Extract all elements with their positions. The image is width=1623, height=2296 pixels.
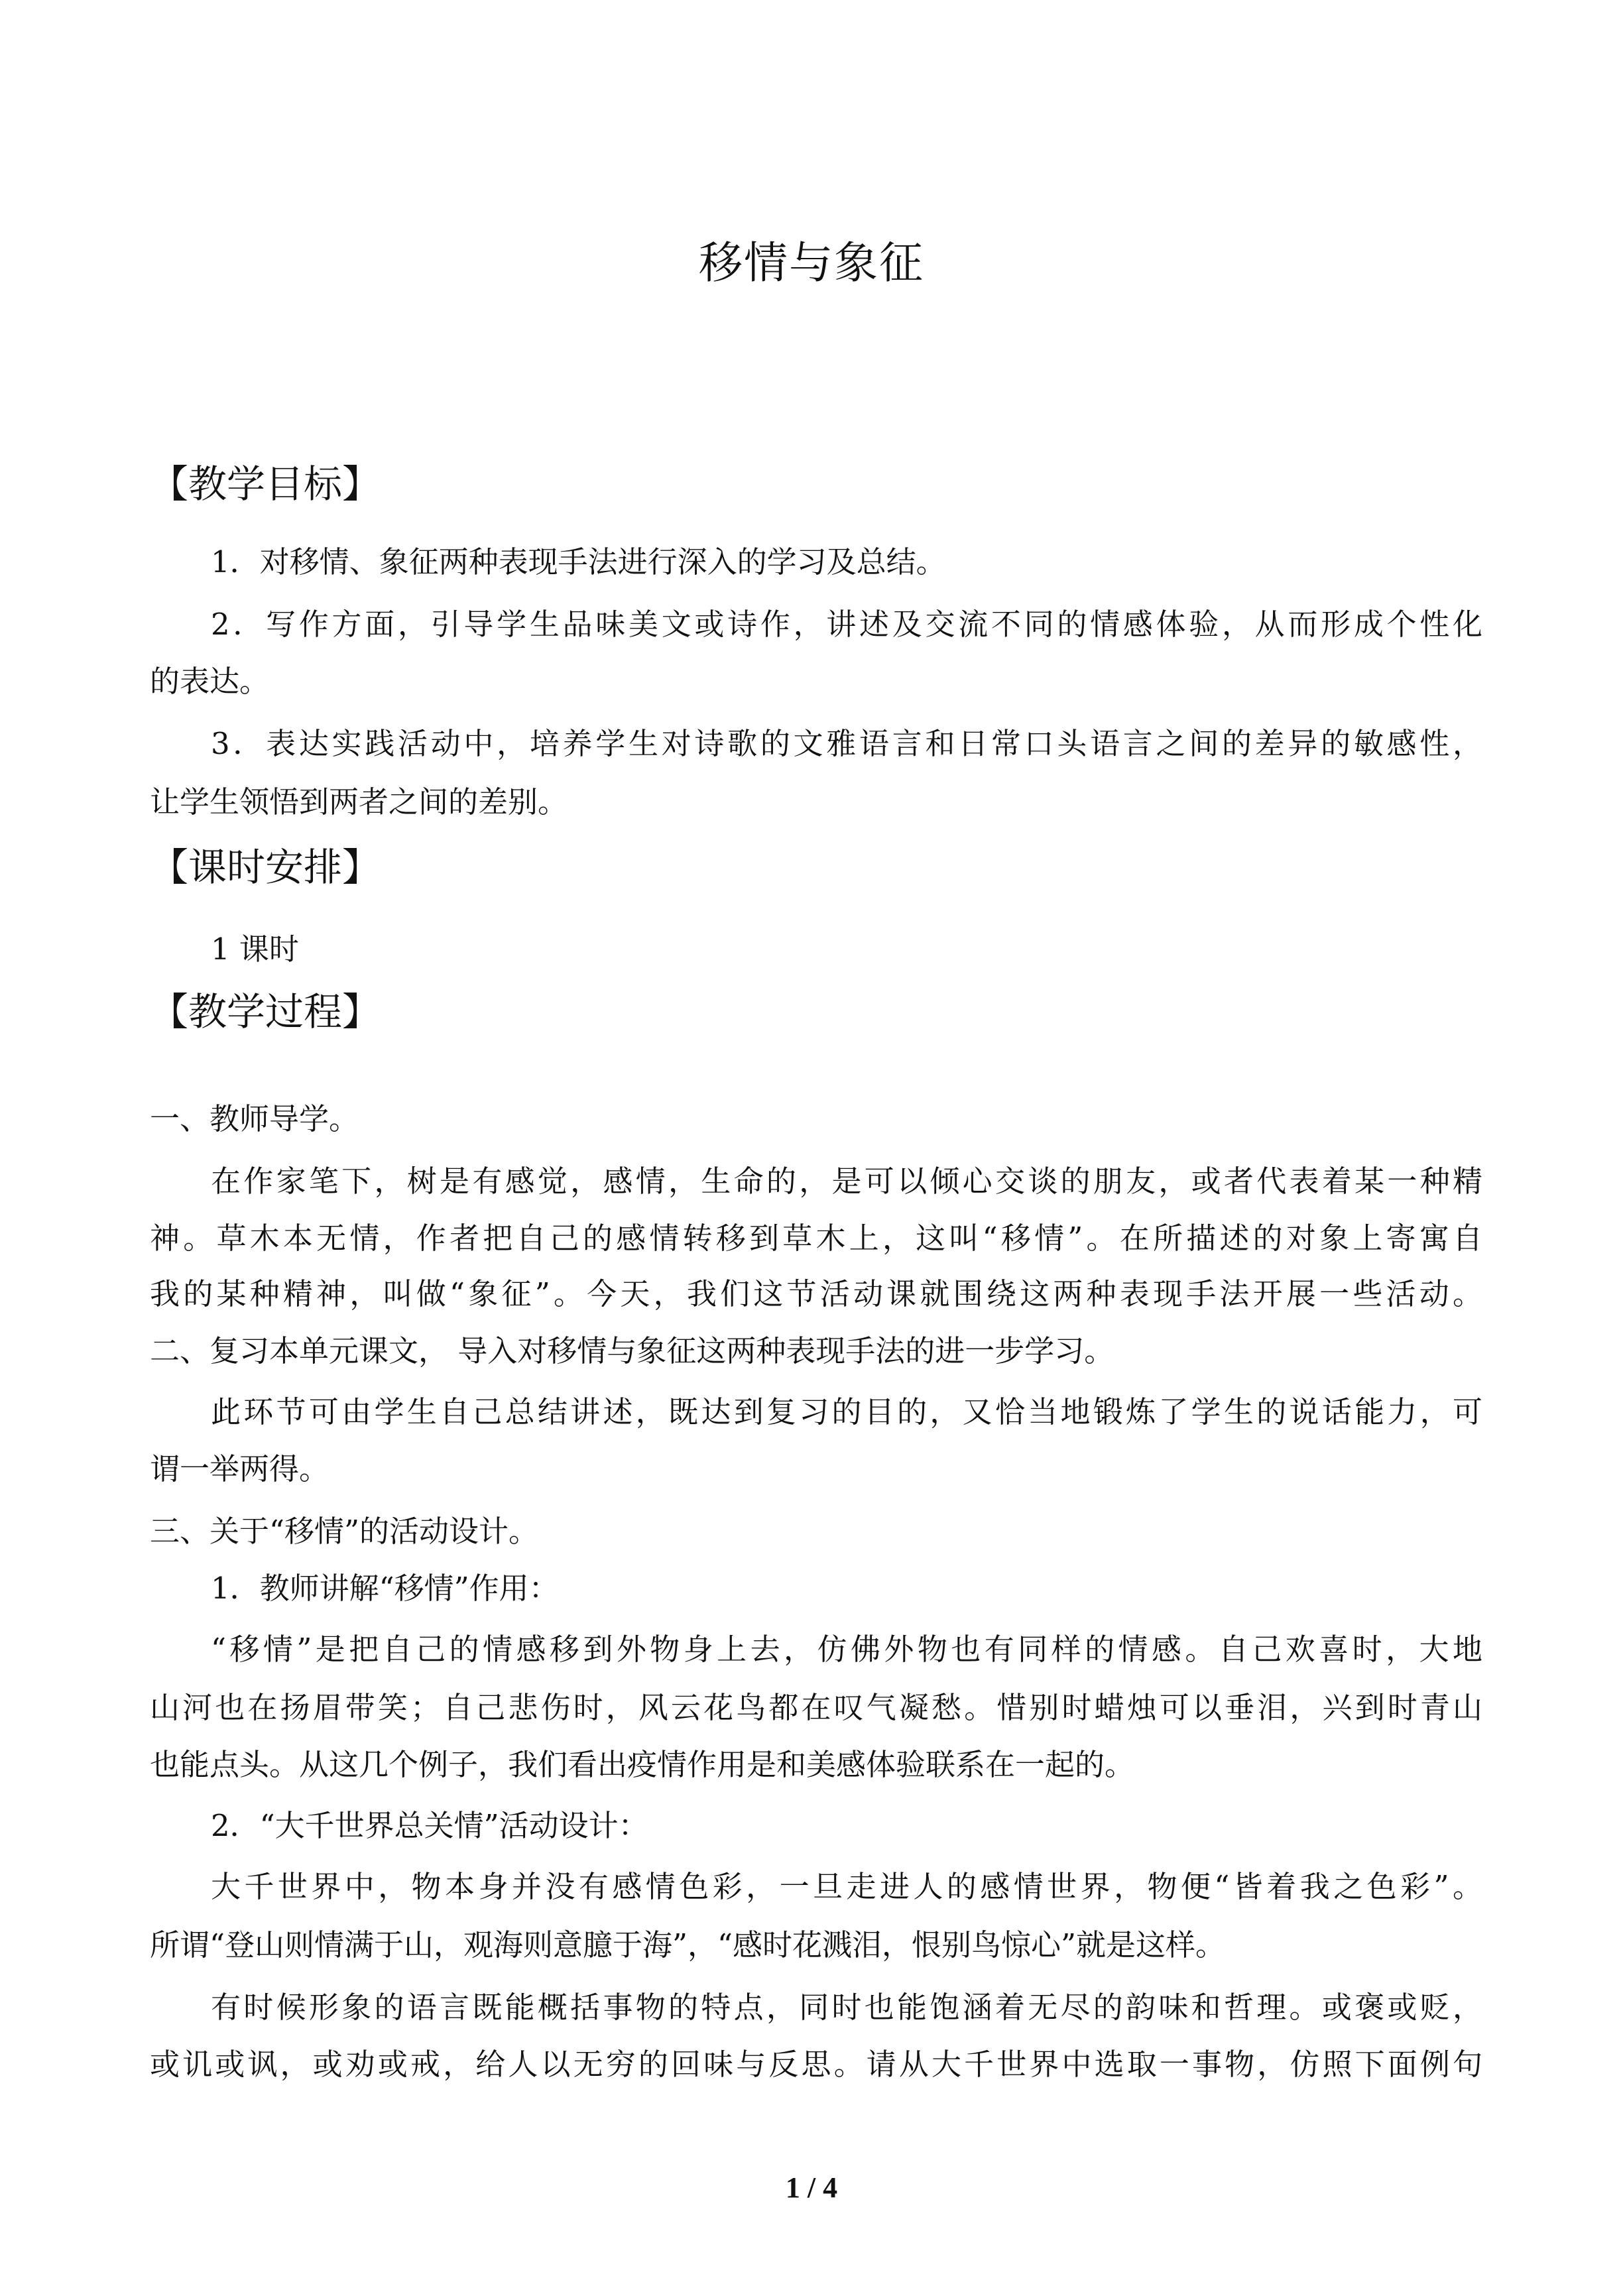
document-title: 移情与象征 xyxy=(699,237,924,288)
process-line-4: 我的某种精神，叫做“象征”。今天，我们这节活动课就围绕这两种表现手法开展一些活动。 xyxy=(150,1276,1482,1311)
process-line-17: 或讥或讽，或劝或戒，给人以无穷的回味与反思。请从大千世界中选取一事物，仿照下面例句 xyxy=(150,2047,1482,2082)
process-line-9: 1．教师讲解“移情”作用： xyxy=(211,1571,559,1606)
process-line-6: 此环节可由学生自己总结讲述，既达到复习的目的，又恰当地锻炼了学生的说话能力，可 xyxy=(211,1394,1482,1429)
process-line-13: 2．“大千世界总关情”活动设计： xyxy=(211,1808,648,1843)
process-line-5: 二、复习本单元课文， 导入对移情与象征这两种表现手法的进一步学习。 xyxy=(150,1333,1114,1368)
heading-process: 【教学过程】 xyxy=(150,989,381,1034)
page-number: 1 / 4 xyxy=(785,2171,838,2204)
process-line-2: 在作家笔下，树是有感觉，感情，生命的，是可以倾心交谈的朋友，或者代表着某一种精 xyxy=(211,1164,1482,1199)
objective-line-1: 1．对移情、象征两种表现手法进行深入的学习及总结。 xyxy=(211,544,946,579)
process-line-3: 神。草木本无情，作者把自己的感情转移到草木上，这叫“移情”。在所描述的对象上寄寓自 xyxy=(150,1221,1482,1256)
objective-line-2-cont: 的表达。 xyxy=(150,664,270,699)
process-line-7: 谓一举两得。 xyxy=(150,1451,330,1486)
process-line-12: 也能点头。从这几个例子，我们看出疫情作用是和美感体验联系在一起的。 xyxy=(150,1747,1135,1782)
objective-line-3: 3．表达实践活动中，培养学生对诗歌的文雅语言和日常口头语言之间的差异的敏感性， xyxy=(211,726,1482,761)
process-line-8: 三、关于“移情”的活动设计。 xyxy=(150,1514,539,1549)
heading-objectives: 【教学目标】 xyxy=(150,461,381,507)
process-line-16: 有时候形象的语言既能概括事物的特点，同时也能饱涵着无尽的韵味和哲理。或褒或贬， xyxy=(211,1990,1482,2025)
heading-schedule: 【课时安排】 xyxy=(150,845,381,890)
process-line-11: 山河也在扬眉带笑；自己悲伤时，风云花鸟都在叹气凝愁。惜别时蜡烛可以垂泪，兴到时青山 xyxy=(150,1690,1482,1725)
objective-line-2: 2．写作方面，引导学生品味美文或诗作，讲述及交流不同的情感体验，从而形成个性化 xyxy=(211,607,1482,642)
schedule-line: 1 课时 xyxy=(211,932,299,967)
process-line-1: 一、教师导学。 xyxy=(150,1101,359,1136)
process-line-15: 所谓“登山则情满于山，观海则意臆于海”，“感时花溅泪，恨别鸟惊心”就是这样。 xyxy=(150,1927,1226,1963)
process-line-10: “移情”是把自己的情感移到外物身上去，仿佛外物也有同样的情感。自己欢喜时，大地 xyxy=(211,1632,1482,1667)
objective-line-3-cont: 让学生领悟到两者之间的差别。 xyxy=(150,784,568,819)
process-line-14: 大千世界中，物本身并没有感情色彩，一旦走进人的感情世界，物便“皆着我之色彩”。 xyxy=(211,1869,1482,1904)
